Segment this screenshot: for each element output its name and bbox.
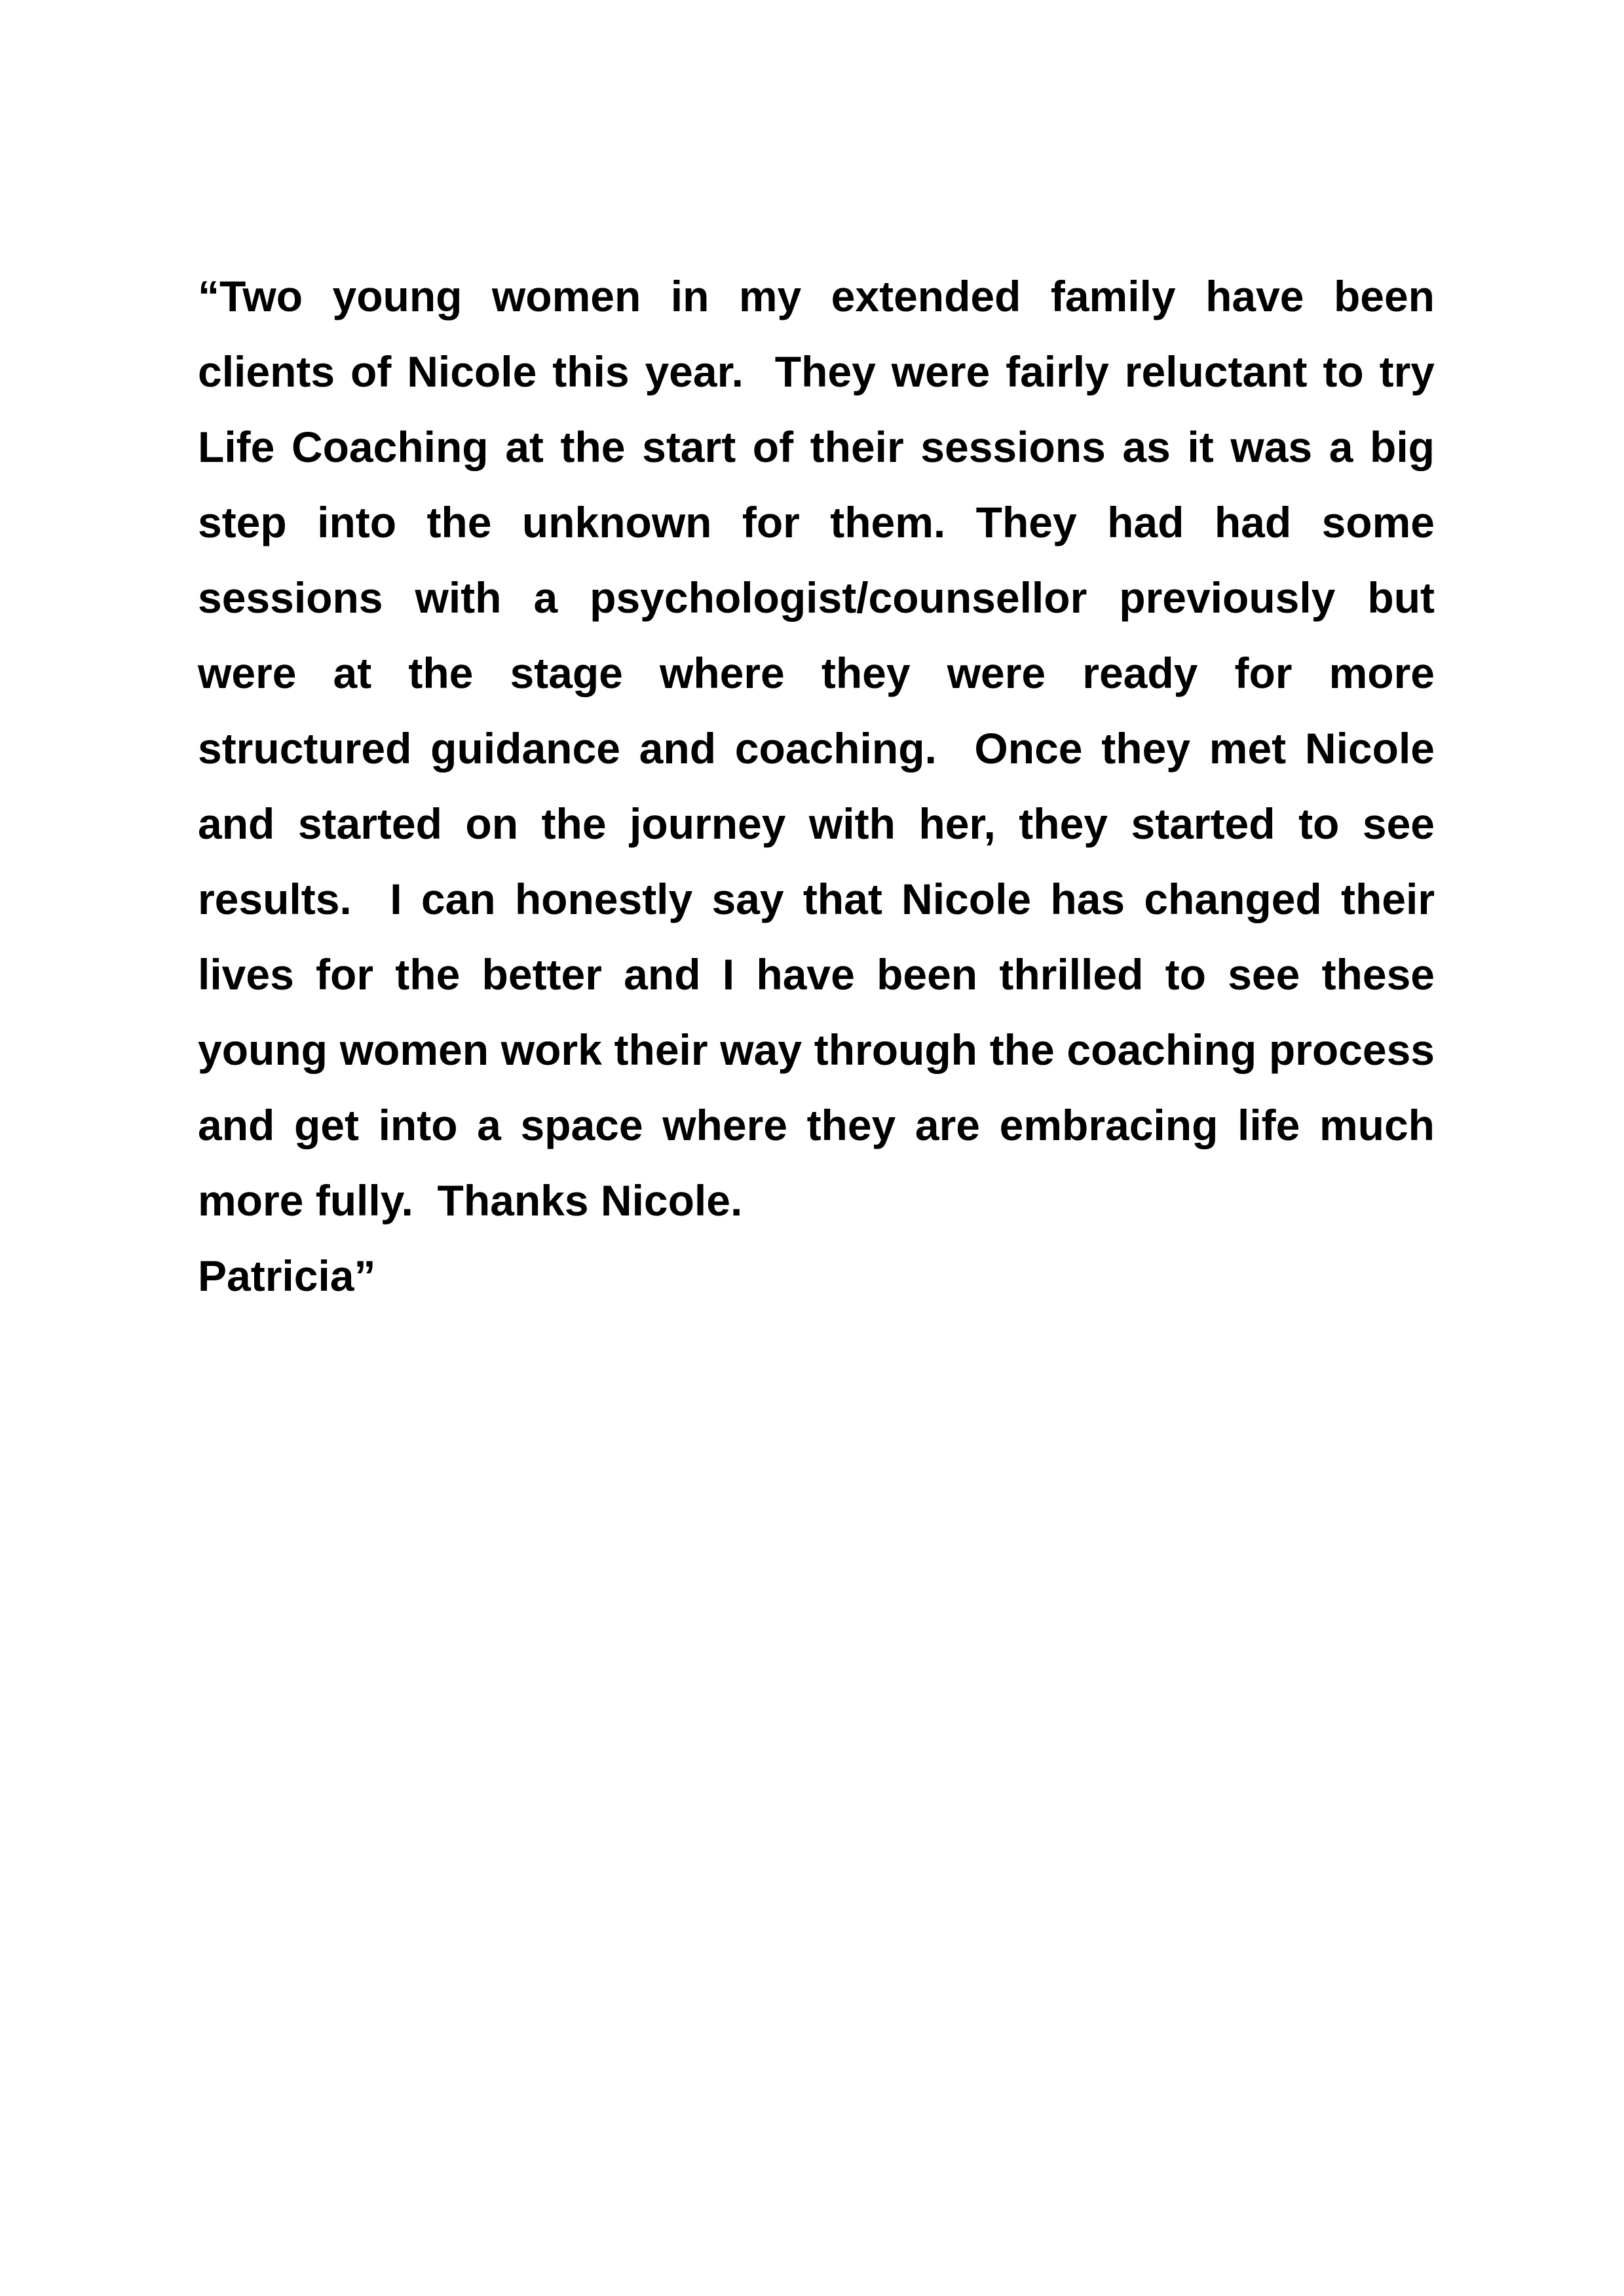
testimonial-signature: Patricia” — [198, 1252, 376, 1300]
testimonial-block — [198, 259, 1447, 1314]
testimonial-text: “Two young women in my extended family have been clients of Nicole this year. They were fairly reluctant to try Life Coaching at the start of their sessions as it was a big step into the unknown for them. They had had some sessions with a psychologist/counsellor previously but were at the stage where they were ready for more structured guidance and coaching. Once they met Nicole and started on the journey with her, they started to see results. I can honestly say that Nicole has changed their lives for the better and I have been thrilled to see these young women work their way through the coaching process and get into a space where they are embracing life much more fully. Thanks Nicole. — [198, 272, 1447, 1225]
